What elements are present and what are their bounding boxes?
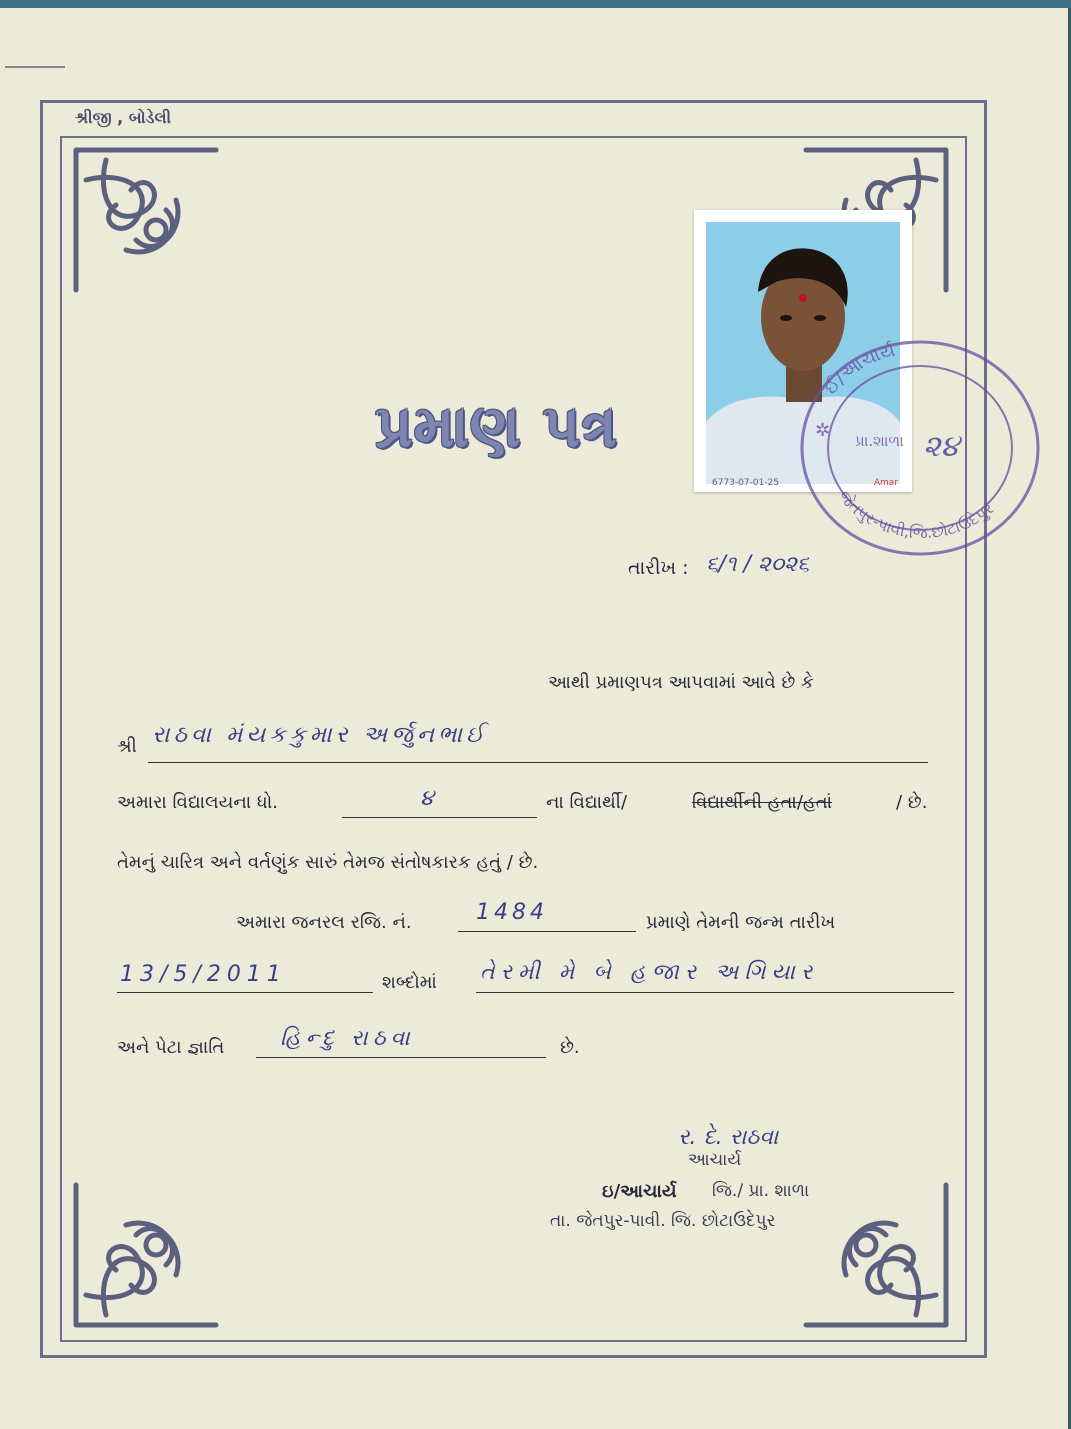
signature-address-line: તા. જેતપુર-પાવી. જિ. છોટાઉદેપુર xyxy=(550,1211,776,1231)
date-label: તારીખ : xyxy=(628,557,689,579)
caste-label: અને પેટા જ્ઞાતિ xyxy=(117,1037,225,1058)
printer-mark: શ્રીજી , બોડેલી xyxy=(75,108,172,127)
name-line xyxy=(148,762,928,763)
caste-suffix: છે. xyxy=(560,1037,580,1058)
reg-value: 1484 xyxy=(476,900,548,925)
certificate-title: પ્રમાણ પત્ર xyxy=(375,392,618,460)
reg-line xyxy=(458,931,636,932)
reg-suffix: પ્રમાણે તેમની જન્મ તારીખ xyxy=(646,912,836,933)
corner-ornament-top-left xyxy=(66,140,226,300)
stamp-number: ૨૪ xyxy=(923,429,960,464)
stamp-mid-text: પ્રા.શાળા xyxy=(855,432,904,450)
dob-value: 13/5/2011 xyxy=(120,962,287,987)
caste-value: હિન્દુ રાઠવા xyxy=(280,1026,415,1051)
signature-role: આચાર્ય xyxy=(688,1150,742,1170)
student-name: રાઠવા મંયકકુમાર અર્જુનભાઈ xyxy=(152,722,488,748)
stamp-star-icon: ✲ xyxy=(815,420,831,441)
paper-top-edge xyxy=(0,0,1071,8)
stamp-bottom-text: જેતપુર-પાવી,જિ.છોટાઉદેપુર xyxy=(834,486,998,543)
svg-text:જેતપુર-પાવી,જિ.છોટાઉદેપુર xyxy=(835,486,998,542)
signature-handwritten: ર. દે. રાઠવા xyxy=(678,1125,779,1150)
std-suffix-a: ના વિદ્યાર્થી/ xyxy=(546,792,628,813)
signature-printed-label: ઇ/આચાર્ય xyxy=(602,1181,677,1202)
dob-line xyxy=(117,992,373,993)
words-label: શબ્દોમાં xyxy=(382,972,437,993)
std-suffix-b: / છે. xyxy=(896,792,928,813)
std-value: ૪ xyxy=(420,786,434,811)
svg-text:ઈ/આચાર્ય xyxy=(820,340,897,399)
certificate-intro: આથી પ્રમાણપત્ર આપવામાં આવે છે કે xyxy=(548,672,814,693)
date-value: ૬/૧ / ૨૦૨૬ xyxy=(706,552,810,577)
stamp-top-text: ઈ/આચાર્ય xyxy=(820,339,898,399)
corner-ornament-bottom-left xyxy=(66,1175,226,1335)
photo-studio: Amar xyxy=(873,478,898,488)
std-label: અમારા વિદ્યાલયના ધો. xyxy=(117,792,278,813)
words-line xyxy=(476,992,954,993)
school-stamp xyxy=(785,328,1055,568)
name-prefix: શ્રી xyxy=(117,736,137,757)
conduct-line: તેમનું ચારિત્ર અને વર્તણુંક સારું તેમજ સંતોષકારક હતું / છે. xyxy=(117,852,539,873)
caste-line xyxy=(256,1057,546,1058)
std-line xyxy=(342,817,537,818)
corner-ornament-bottom-right xyxy=(796,1175,956,1335)
std-suffix-struck: વિદ્યાર્થીની હતા/હતાં xyxy=(692,792,833,813)
pencil-mark xyxy=(5,66,65,68)
dob-words: તેરમી મે બે હજાર અગિયાર xyxy=(480,960,819,985)
reg-label: અમારા જનરલ રજિ. નં. xyxy=(236,912,412,933)
signature-school-line: જિ./ પ્રા. શાળા xyxy=(712,1181,810,1201)
photo-code: 6773-07-01-25 xyxy=(712,478,780,488)
